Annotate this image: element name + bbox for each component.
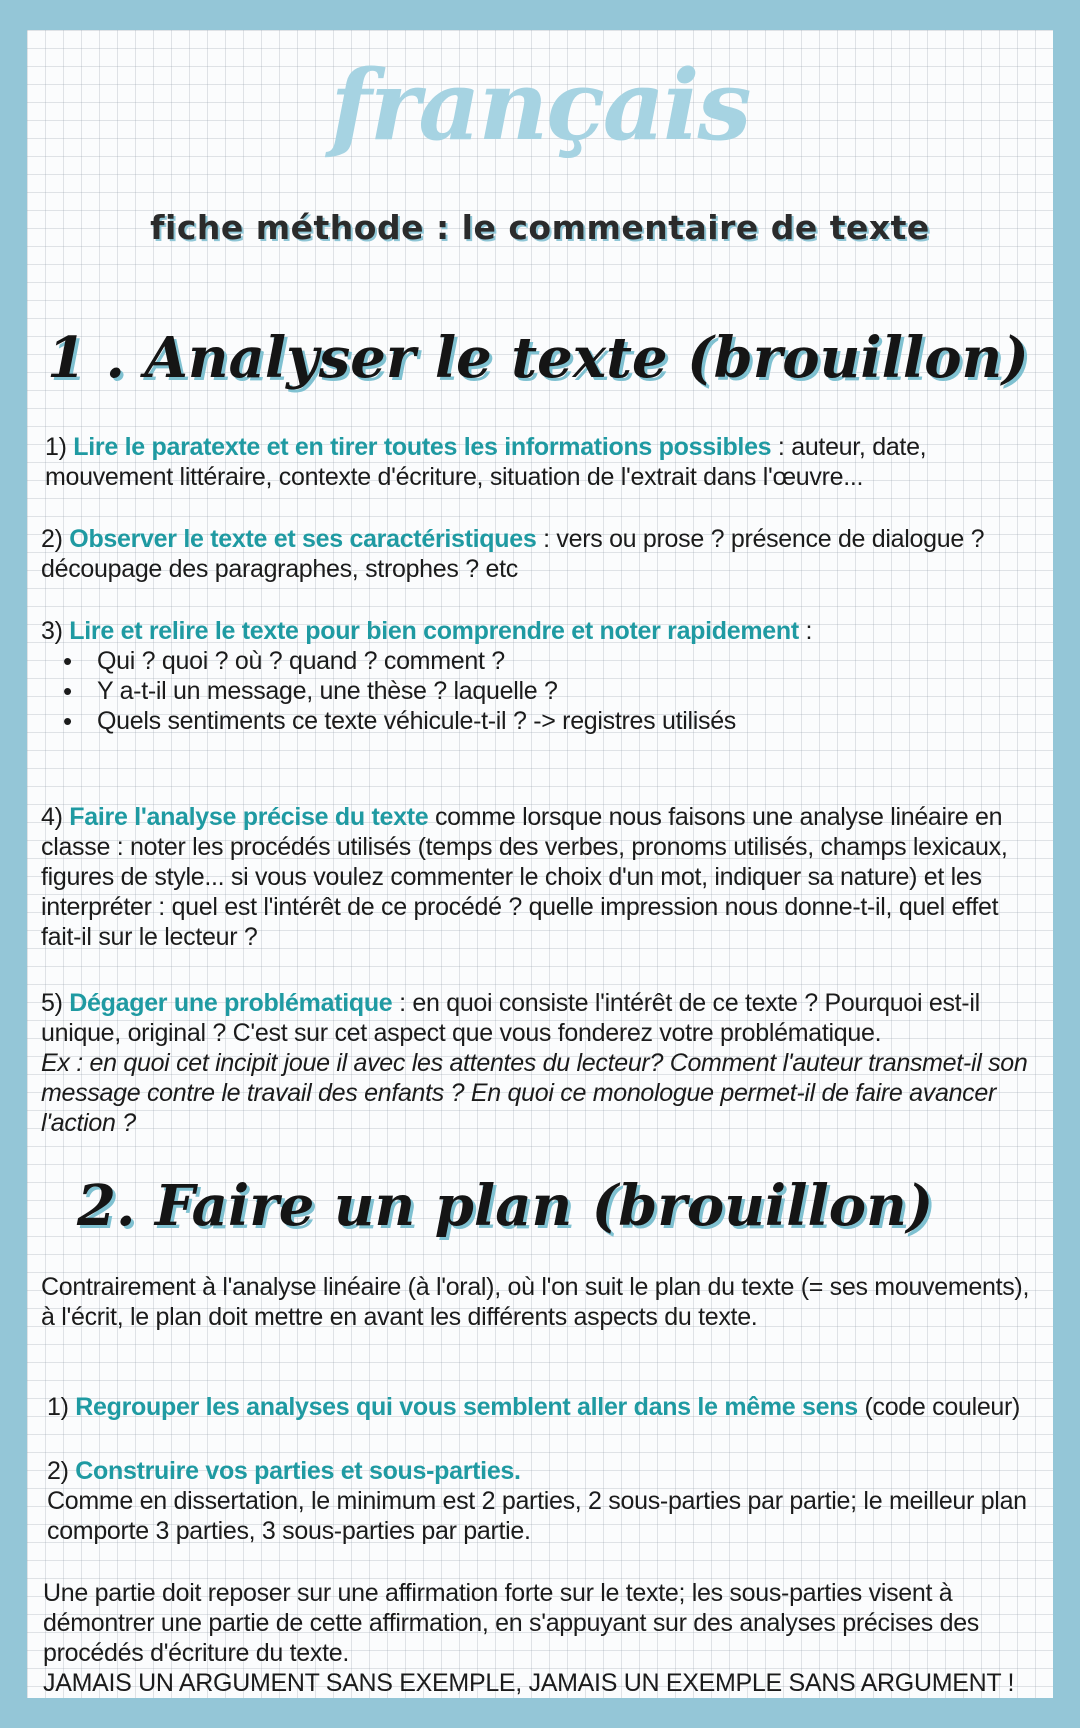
page-title: français: [330, 49, 750, 162]
step-number: 2): [41, 525, 63, 553]
step-number: 4): [41, 803, 63, 831]
step-text: :: [798, 617, 813, 645]
step-label: Dégager une problématique: [69, 989, 393, 1017]
page-subtitle: fiche méthode : le commentaire de texte: [150, 208, 930, 247]
rule-text: JAMAIS UN ARGUMENT SANS EXEMPLE, JAMAIS UN EXEMPLE SANS ARGUMENT !: [43, 1669, 1015, 1697]
step-label: Observer le texte et ses caractéristiques: [69, 525, 537, 553]
question-list: [41, 646, 1041, 736]
section1-step-5: [41, 988, 1041, 1138]
section2-step-1: [47, 1392, 1047, 1422]
step-number: 1): [45, 433, 67, 461]
step-text: : vers ou prose ? présence de dialogue ? découpage des paragraphes, strophes ? etc: [41, 525, 985, 583]
step-number: 1): [47, 1393, 69, 1421]
section1-step-2: [41, 524, 1041, 584]
step-number: 2): [47, 1457, 69, 1485]
section1-heading: 1 . Analyser le texte (brouillon): [47, 325, 1029, 391]
step-label: Construire vos parties et sous-parties.: [75, 1457, 521, 1485]
section1-step-3: [41, 616, 1041, 736]
step-text: Comme en dissertation, le minimum est 2 parties, 2 sous-parties par partie; le meilleur plan comporte 3 parties, 3 sous-parties par partie.: [47, 1487, 1027, 1545]
step-label: Lire et relire le texte pour bien comprendre et noter rapidement: [69, 617, 799, 645]
step-label: Lire le paratexte et en tirer toutes les informations possibles: [73, 433, 772, 461]
step-label: Regrouper les analyses qui vous semblent aller dans le même sens: [75, 1393, 858, 1421]
step-text: : en quoi consiste l'intérêt de ce texte ? Pourquoi est-il unique, original ? C'est sur cet aspect que vous fonderez votre problématique.: [41, 989, 980, 1047]
section1-step-4: [41, 802, 1041, 952]
step-label: Faire l'analyse précise du texte: [69, 803, 429, 831]
section1-step-1: [45, 432, 1045, 492]
step-number: 5): [41, 989, 63, 1017]
section2-paragraph: [43, 1578, 1043, 1698]
step-text: : auteur, date, mouvement littéraire, contexte d'écriture, situation de l'extrait dans l'œuvre...: [45, 433, 927, 491]
example-text: Ex : en quoi cet incipit joue il avec les attentes du lecteur? Comment l'auteur transmet-il son message contre le travail des enfants ? En quoi ce monologue permet-il de faire avancer l'action ?: [41, 1049, 1028, 1137]
list-item: • Y a-t-il un message, une thèse ? laquelle ?: [63, 676, 1041, 706]
step-number: 3): [41, 617, 63, 645]
section2-step-2: [47, 1456, 1047, 1546]
list-item: • Quels sentiments ce texte véhicule-t-il ? -> registres utilisés: [63, 706, 1041, 736]
step-text: comme lorsque nous faisons une analyse linéaire en classe : noter les procédés utilisés (temps des verbes, pronoms utilisés, champs lexicaux, figures de style... si vous voulez commenter le choix d'un mot, indiquer sa nature) et les interpréter : quel est l'intérêt de ce procédé ? quelle impression nous donne-t-il, quel effet fait-il sur le lecteur ?: [41, 803, 1008, 951]
step-text: (code couleur): [857, 1393, 1021, 1421]
section2-heading: 2. Faire un plan (brouillon): [77, 1173, 934, 1239]
note-sheet: [27, 30, 1053, 1698]
paragraph-text: Une partie doit reposer sur une affirmation forte sur le texte; les sous-parties visent à démontrer une partie de cette affirmation, en s'appuyant sur des analyses précises des procédés d'écriture du texte.: [43, 1579, 980, 1667]
list-item: • Qui ? quoi ? où ? quand ? comment ?: [63, 646, 1041, 676]
section2-intro: Contrairement à l'analyse linéaire (à l'oral), où l'on suit le plan du texte (= ses mouvements), à l'écrit, le plan doit mettre en avant les différents aspects du texte.: [41, 1273, 1030, 1331]
